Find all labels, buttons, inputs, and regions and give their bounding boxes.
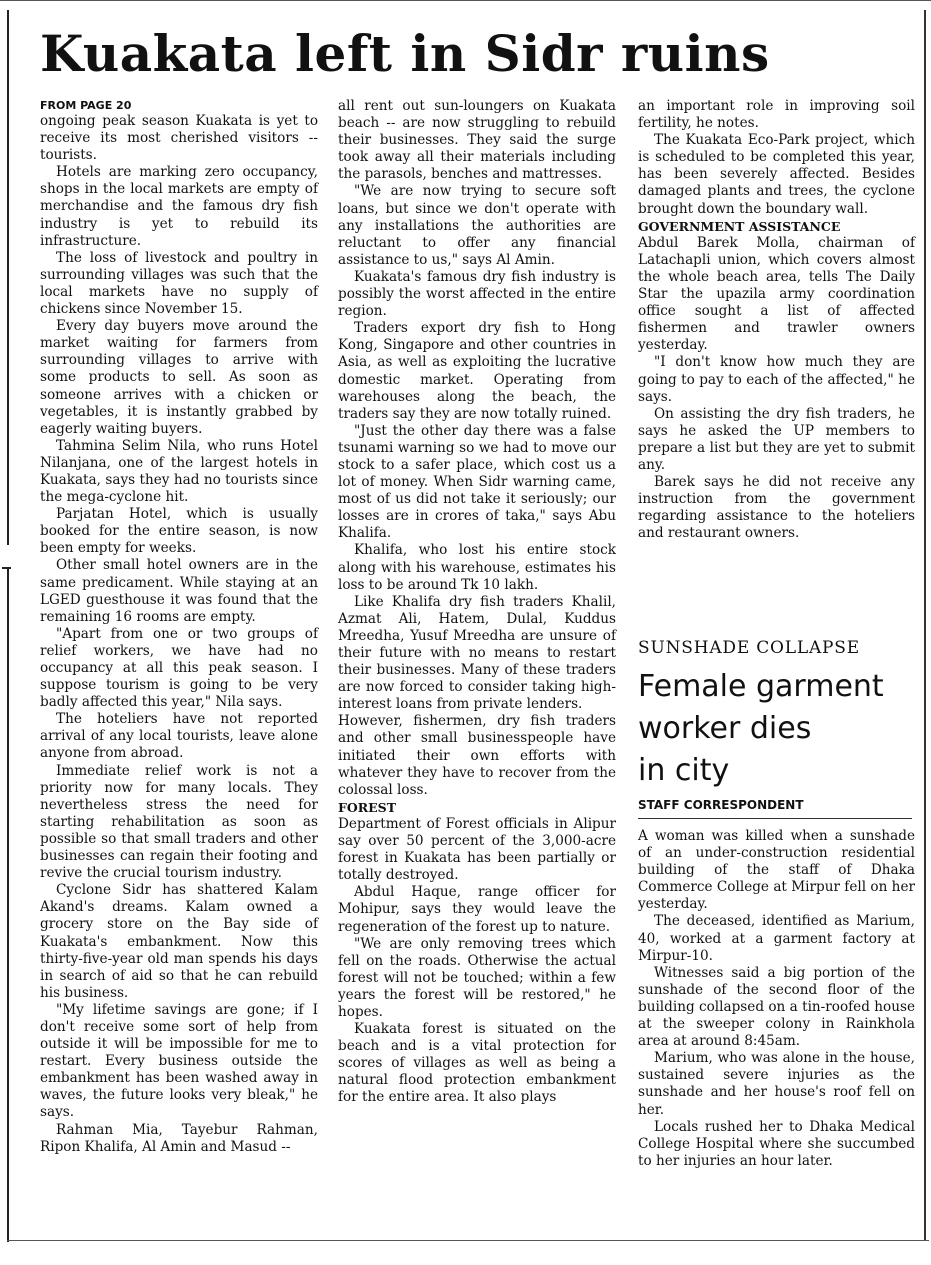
paragraph: The deceased, identified as Marium, 40, worked at a garment factory at Mirpur-10. xyxy=(638,913,915,964)
paragraph: Marium, who was alone in the house, sustained severe injuries as the sunshade and her house's roof fell on her. xyxy=(638,1050,915,1118)
paragraph: Every day buyers move around the market waiting for farmers from surrounding villages to arrive with some products to sell. As soon as someone arrives with a chicken or vegetables, it is instantly grabbed by eagerly waiting buyers. xyxy=(40,318,318,437)
paragraph: Abdul Barek Molla, chairman of Latachapli union, which covers almost the whole beach area, tells The Daily Star the upazila army coordination office sought a list of affected fishermen and trawler owners yesterday. xyxy=(638,234,915,354)
top-rule xyxy=(0,0,931,7)
paragraph: The Kuakata Eco-Park project, which is scheduled to be completed this year, has been severely affected. Besides damaged plants and trees, the cyclone brought down the boundary wall. xyxy=(638,132,915,217)
paragraph: "I don't know how much they are going to pay to each of the affected," he says. xyxy=(638,354,915,405)
paragraph: Locals rushed her to Dhaka Medical College Hospital where she succumbed to her injuries an hour later. xyxy=(638,1118,915,1169)
paragraph: Kuakata's famous dry fish industry is possibly the worst affected in the entire region. xyxy=(338,268,616,320)
from-page-label: FROM PAGE 20 xyxy=(40,99,132,112)
byline-rule xyxy=(638,818,912,819)
paragraph: ongoing peak season Kuakata is yet to receive its most cherished visitors -- tourists. xyxy=(40,113,318,164)
subhead-government-assistance: GOVERNMENT ASSISTANCE xyxy=(638,218,841,234)
second-story-body xyxy=(638,828,915,1170)
paragraph: Barek says he did not receive any instruction from the government regarding assistance to the hoteliers and restaurant owners. xyxy=(638,474,915,542)
paragraph: all rent out sun-loungers on Kuakata beach -- are now struggling to rebuild their businesses. They said the surge took away all their materials including the parasols, benches and mattresses. xyxy=(338,98,616,183)
story-headline-line: in city xyxy=(638,753,730,788)
right-column-rule xyxy=(924,10,926,1240)
paragraph: Traders export dry fish to Hong Kong, Singapore and other countries in Asia, as well as exploiting the lucrative domestic market. Operating from warehouses along the beach, the traders say they are now totally ruined. xyxy=(338,320,616,422)
story-headline xyxy=(638,666,918,792)
story-headline-line: Female garment xyxy=(638,669,884,704)
paragraph: Immediate relief work is not a priority now for many locals. They nevertheless stress the need for starting rehabilitation as soon as possible so that small traders and other businesses can regain their footing and revive the crucial tourism industry. xyxy=(40,762,318,882)
paragraph: Khalifa, who lost his entire stock along with his warehouse, estimates his loss to be around Tk 10 lakh. xyxy=(338,542,616,593)
story-kicker: SUNSHADE COLLAPSE xyxy=(638,638,860,658)
paragraph: "We are only removing trees which fell on the roads. Otherwise the actual forest will not be touched; within a few years the forest will be restored," he hopes. xyxy=(338,935,616,1020)
paragraph: Other small hotel owners are in the same predicament. While staying at an LGED guesthouse it was found that the remaining 16 rooms are empty. xyxy=(40,557,318,625)
paragraph: Hotels are marking zero occupancy, shops in the local markets are empty of merchandise and the famous dry fish industry is yet to rebuild its infrastructure. xyxy=(40,164,318,249)
paragraph: A woman was killed when a sunshade of an under-construction residential building of the staff of Dhaka Commerce College at Mirpur fell on her yesterday. xyxy=(638,828,915,913)
page-headline: Kuakata left in Sidr ruins xyxy=(40,24,770,83)
paragraph: "Apart from one or two groups of relief workers, we have had no occupancy at all this peak season. I suppose tourism is going to be very badly affected this year," Nila says. xyxy=(40,625,318,711)
byline: STAFF CORRESPONDENT xyxy=(638,798,804,812)
subhead-forest: FOREST xyxy=(338,799,397,815)
paragraph: Rahman Mia, Tayebur Rahman, Ripon Khalifa, Al Amin and Masud -- xyxy=(40,1121,318,1155)
paragraph: The loss of livestock and poultry in surrounding villages was such that the local markets have no supply of chickens since November 15. xyxy=(40,249,318,318)
paragraph: "My lifetime savings are gone; if I don't receive some sort of help from outside it will be impossible for me to restart. Every business outside the embankment has been washed away in waves, the future looks very bleak," he says. xyxy=(40,1001,318,1121)
paragraph: Abdul Haque, range officer for Mohipur, says they would leave the regeneration of the forest up to nature. xyxy=(338,884,616,935)
paragraph: "We are now trying to secure soft loans, but since we don't operate with any installations the authorities are reluctant to offer any financial assistance to us," says Al Amin. xyxy=(338,183,616,268)
story-headline-line: worker dies xyxy=(638,711,812,746)
paragraph: Like Khalifa dry fish traders Khalil, Azmat Ali, Hatem, Dulal, Kuddus Mreedha, Yusuf Mreedha are unsure of their future with no means to restart their businesses. Many of these traders are now forced to consider taking high-interest loans from private lenders. xyxy=(338,593,616,713)
paragraph: The hoteliers have not reported arrival of any local tourists, leave alone anyone from abroad. xyxy=(40,711,318,762)
paragraph: Tahmina Selim Nila, who runs Hotel Nilanjana, one of the largest hotels in Kuakata, says they had no tourists since the mega-cyclone hit. xyxy=(40,437,318,506)
second-story-header xyxy=(638,636,918,814)
paragraph: However, fishermen, dry fish traders and other small businesspeople have initiated their own efforts with whatever they have to recover from the colossal loss. xyxy=(338,713,616,798)
paragraph: an important role in improving soil fertility, he notes. xyxy=(638,98,915,132)
paragraph: Kuakata forest is situated on the beach and is a vital protection for scores of villages as well as being a natural flood protection embankment for the entire area. It also plays xyxy=(338,1021,616,1106)
paragraph: Parjatan Hotel, which is usually booked for the entire season, is now been empty for weeks. xyxy=(40,506,318,557)
article-column-3 xyxy=(638,98,915,542)
paragraph: On assisting the dry fish traders, he says he asked the UP members to prepare a list but they are yet to submit any. xyxy=(638,405,915,473)
paragraph: "Just the other day there was a false tsunami warning so we had to move our stock to a safer place, which cost us a lot of money. When Sidr warning came, most of us did not take it seriously; our losses are in crores of taka," says Abu Khalifa. xyxy=(338,422,616,542)
article-column-1 xyxy=(40,98,318,1156)
left-column-rule-lower xyxy=(7,567,9,1242)
paragraph: Witnesses said a big portion of the sunshade of the second floor of the building collapsed on a tin-roofed house at the sweeper colony in Rainkhola area at around 8:45am. xyxy=(638,964,915,1050)
article-column-2 xyxy=(338,98,616,1107)
left-column-rule xyxy=(7,10,9,545)
paragraph: Department of Forest officials in Alipur say over 50 percent of the 3,000-acre forest in Kuakata has been partially or totally destroyed. xyxy=(338,815,616,884)
bottom-rule xyxy=(7,1240,929,1241)
paragraph: Cyclone Sidr has shattered Kalam Akand's dreams. Kalam owned a grocery store on the Bay side of Kuakata's embankment. Now this thirty-five-year old man spends his days in search of aid so that he can rebuild his business. xyxy=(40,882,318,1001)
